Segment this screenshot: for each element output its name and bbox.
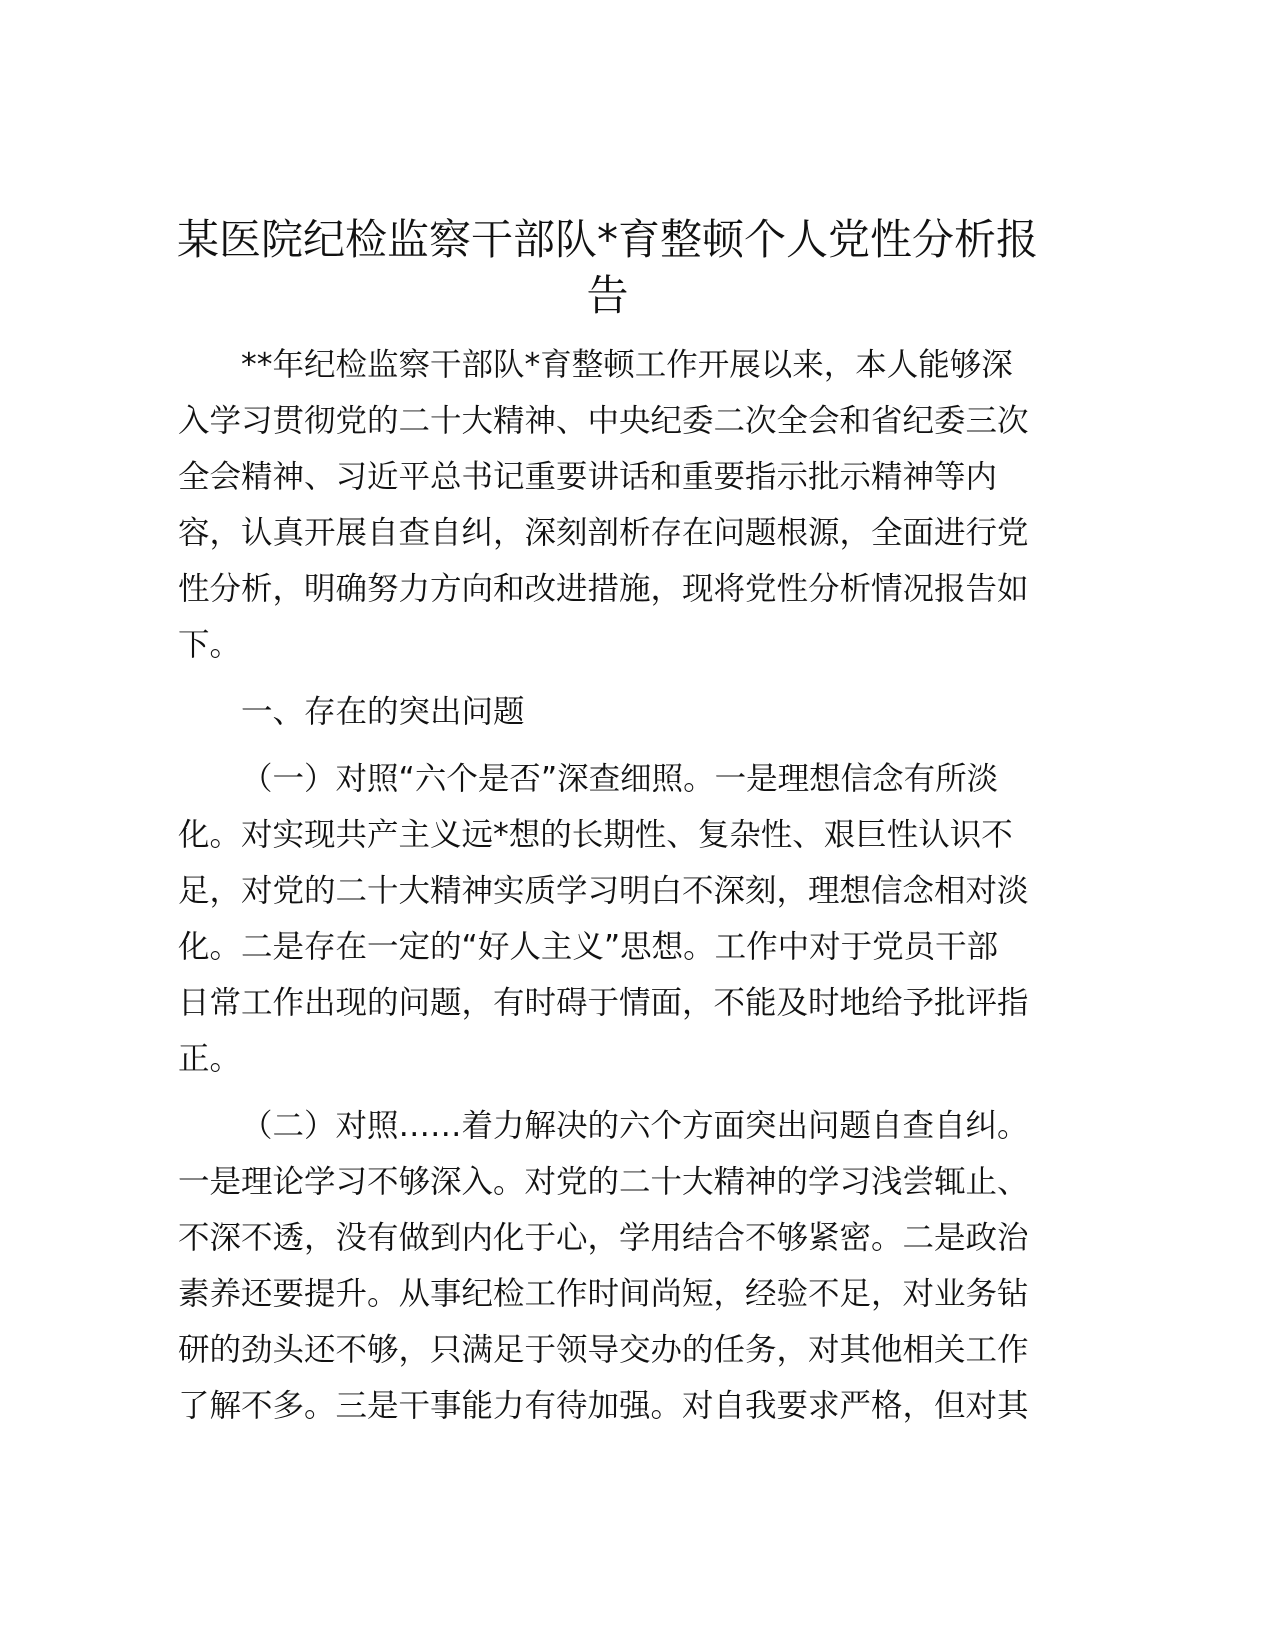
paragraph-line: （一）对照“六个是否”深查细照。一是理想信念有所淡 [241,761,999,797]
title-line: 告 [586,271,629,320]
paragraph-line: 足，对党的二十大精神实质学习明白不深刻，理想信念相对淡 [178,873,1029,909]
paragraph-line: 容，认真开展自查自纠，深刻剖析存在问题根源，全面进行党 [178,515,1029,551]
paragraph-line: 入学习贯彻党的二十大精神、中央纪委二次全会和省纪委三次 [178,403,1029,439]
paragraph-line: **年纪检监察干部队*育整顿工作开展以来，本人能够深 [241,347,1013,383]
paragraph-line: 下。 [178,627,242,663]
paragraph [178,1098,1048,1434]
paragraph-line: 化。对实现共产主义远*想的长期性、复杂性、艰巨性认识不 [178,817,1013,853]
paragraph-line: 正。 [178,1041,242,1077]
paragraph-line: 研的劲头还不够，只满足于领导交办的任务，对其他相关工作 [178,1332,1029,1368]
document-title [170,212,1045,324]
section-heading [178,684,1048,740]
paragraph-line: 不深不透，没有做到内化于心，学用结合不够紧密。二是政治 [178,1220,1029,1256]
paragraph-line: 性分析，明确努力方向和改进措施，现将党性分析情况报告如 [178,571,1029,607]
paragraph-line: 化。二是存在一定的“好人主义”思想。工作中对于党员干部 [178,929,999,965]
paragraph [178,751,1048,1087]
paragraph-line: 了解不多。三是干事能力有待加强。对自我要求严格，但对其 [178,1388,1029,1424]
title-line: 某医院纪检监察干部队*育整顿个人党性分析报 [176,215,1038,264]
paragraph-line: 日常工作出现的问题，有时碍于情面，不能及时地给予批评指 [178,985,1029,1021]
paragraph-line: 一是理论学习不够深入。对党的二十大精神的学习浅尝辄止、 [178,1164,1029,1200]
paragraph-line: 素养还要提升。从事纪检工作时间尚短，经验不足，对业务钻 [178,1276,1029,1312]
paragraph-line: 全会精神、习近平总书记重要讲话和重要指示批示精神等内 [178,459,998,495]
paragraph-line: （二）对照……着力解决的六个方面突出问题自查自纠。 [241,1108,1029,1144]
paragraph [178,337,1048,673]
paragraph-line: 一、存在的突出问题 [241,694,525,730]
document-body [178,337,1048,1445]
